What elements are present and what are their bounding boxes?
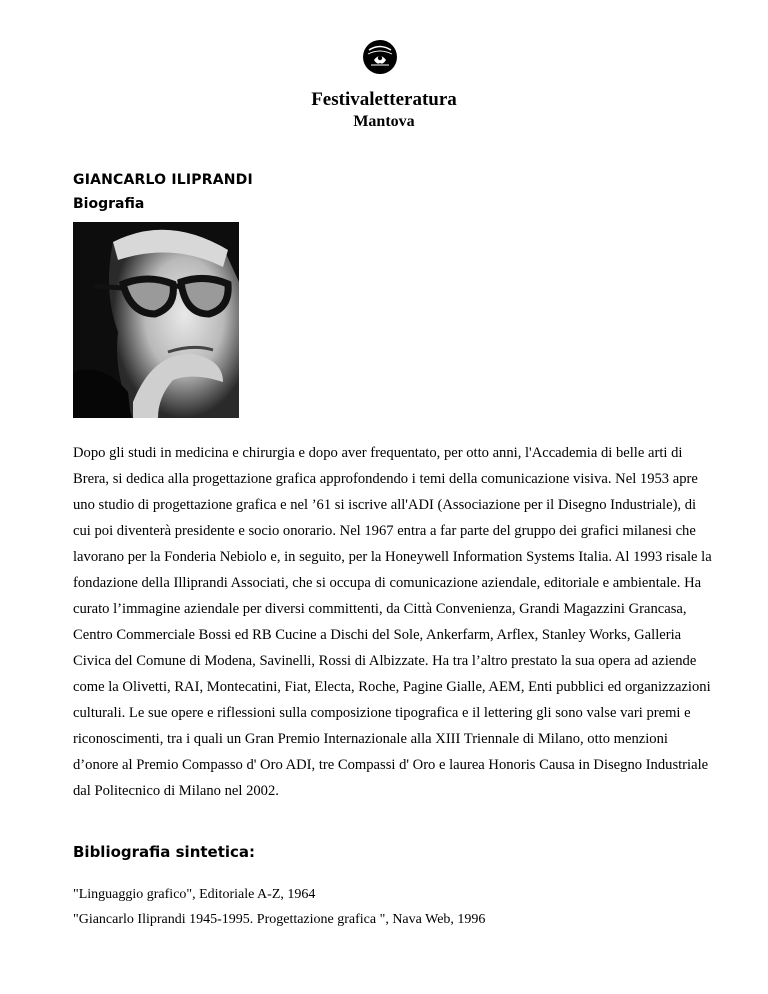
org-city: Mantova — [353, 113, 415, 130]
bibliography-item: "Giancarlo Iliprandi 1945-1995. Progettazione grafica ", Nava Web, 1996 — [73, 912, 486, 927]
biography-text: Dopo gli studi in medicina e chirurgia e dopo aver frequentato, per otto anni, l'Accademia di belle arti di Brera, si dedica alla progettazione grafica approfondendo i temi della comunicazione visiva. Nel 1953 apre uno studio di progettazione grafica e nel ’61 si iscrive all'ADI (Associazione per il Disegno Industriale), di cui poi diventerà presidente e socio onorario. Nel 1967 entra a far parte del gruppo dei grafici milanesi che lavorano per la Fonderia Nebiolo e, in seguito, per la Honeywell Information Systems Italia. Al 1993 risale la fondazione della Illiprandi Associati, che si occupa di comunicazione aziendale, editoriale e ambientale. Ha curato l’immagine aziendale per diversi committenti, da Città Convenienza, Grandi Magazzini Grancasa, Centro Commerciale Bossi ed RB Cucine a Dischi del Sole, Ankerfarm, Arflex, Stanley Works, Galleria Civica del Comune di Modena, Savinelli, Rossi di Albizzate. Ha tra l’altro prestato la sua opera ad aziende come la Olivetti, RAI, Montecatini, Fiat, Electa, Roche, Pagine Gialle, AEM, Enti pubblici ed organizzazioni culturali. Le sue opere e riflessioni sulla composizione tipografica e il lettering gli sono valse vari premi e riconoscimenti, tra i quali un Gran Premio Internazionale alla XIII Triennale di Milano, otto menzioni d’onore al Premio Compasso d' Oro ADI, tre Compassi d' Oro e laurea Honoris Causa in Disegno Industriale dal Politecnico di Milano nel 2002. — [73, 445, 712, 799]
bibliography-item: "Linguaggio grafico", Editoriale A-Z, 1964 — [73, 887, 316, 902]
section-title: Biografia — [73, 196, 145, 212]
bibliography-heading: Bibliografia sintetica: — [73, 843, 256, 861]
bibliography-list — [73, 882, 713, 932]
org-name: Festivaletteratura — [311, 89, 457, 110]
portrait-photo — [73, 222, 239, 418]
author-name: GIANCARLO ILIPRANDI — [73, 172, 253, 188]
festival-logo-icon — [363, 40, 397, 74]
